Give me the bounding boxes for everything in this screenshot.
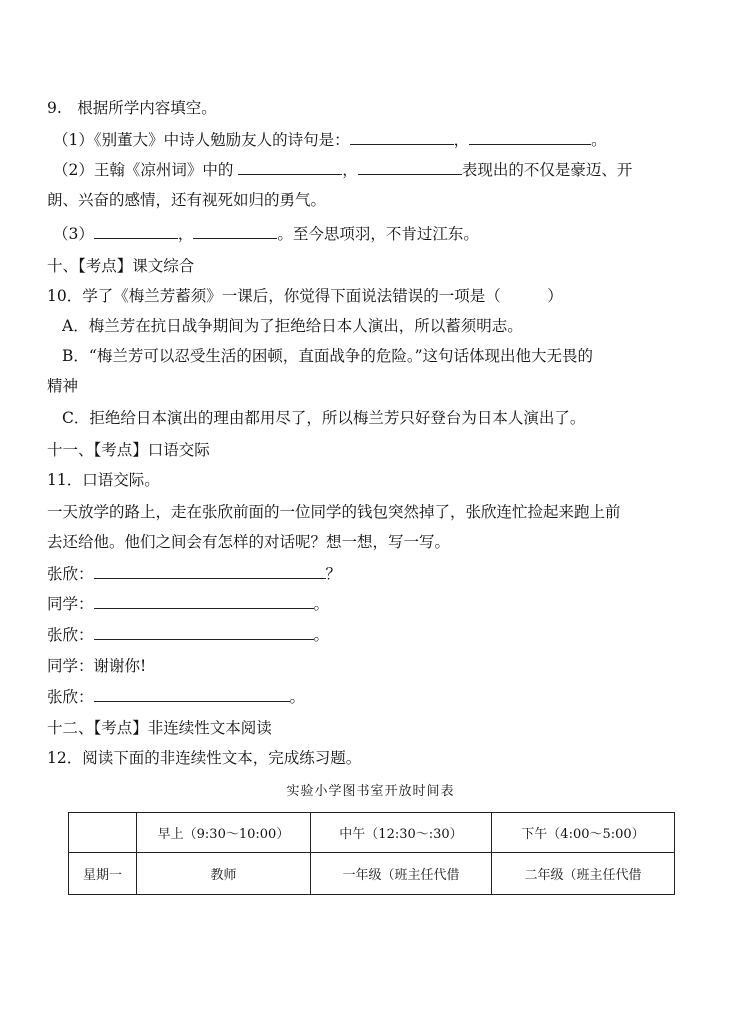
q9-part3-blank-1[interactable] — [94, 224, 178, 239]
q9-part3-end: 。至今思项羽，不肯过江东。 — [277, 225, 479, 243]
q10-option-c[interactable]: C．拒绝给日本演出的理由都用尽了，所以梅兰芳只好登台为日本人演出了。 — [62, 409, 586, 427]
q10-option-a[interactable]: A．梅兰芳在抗日战争期间为了拒绝给日本人演出，所以蓄须明志。 — [62, 317, 523, 335]
dialogue-blank-1[interactable] — [94, 564, 326, 579]
dialogue-end: 。 — [289, 688, 306, 706]
q9-part1-sep: ， — [453, 131, 470, 149]
q10-option-b[interactable]: B．“梅兰芳可以忍受生活的困顿，直面战争的危险。”这句话体现出他大无畏的 — [62, 347, 593, 365]
q9-part3-text: （3） — [53, 225, 94, 243]
q9-part3 — [53, 224, 479, 244]
dialogue-line-2 — [47, 594, 329, 614]
table-header-cell: 中午（12:30～:30） — [311, 813, 492, 853]
dialogue-blank-3[interactable] — [94, 625, 314, 640]
q9-part2 — [53, 160, 632, 180]
table-header-cell: 下午（4:00～5:00） — [492, 813, 675, 853]
q9-part2-cont: 朗、兴奋的感情，还有视死如归的勇气。 — [47, 191, 327, 209]
table-cell: 星期一 — [69, 853, 137, 895]
speaker-label: 张欣： — [47, 565, 94, 583]
q10-stem: 10．学了《梅兰芳蓄须》一课后，你觉得下面说法错误的一项是（ ） — [47, 287, 563, 305]
schedule-table — [68, 812, 675, 895]
dialogue-line-1 — [47, 564, 341, 584]
speaker-label: 张欣： — [47, 626, 94, 644]
q11-desc-1: 一天放学的路上，走在张欣前面的一位同学的钱包突然掉了，张欣连忙捡起来跑上前 — [47, 503, 621, 521]
q9-part1 — [53, 130, 607, 150]
table-caption: 实验小学图书室开放时间表 — [286, 784, 455, 799]
dialogue-line-4: 同学：谢谢你! — [47, 657, 147, 675]
q9-part1-blank-1[interactable] — [350, 130, 454, 145]
q9-part1-end: 。 — [591, 131, 607, 149]
q9-part2-sep: ， — [342, 161, 358, 179]
dialogue-end: 。 — [313, 626, 330, 644]
q9-part1-blank-2[interactable] — [469, 130, 591, 145]
speaker-label: 张欣： — [47, 688, 94, 706]
table-header-row — [69, 813, 675, 853]
q9-part3-sep: ， — [177, 225, 194, 243]
q11-desc-2: 去还给他。他们之间会有怎样的对话呢？想一想，写一写。 — [47, 533, 451, 551]
q9-part2-text: （2）王翰《凉州词》中的 — [53, 161, 239, 179]
table-header-cell — [69, 813, 137, 853]
q9-part2-blank-2[interactable] — [358, 160, 462, 175]
section-10-heading: 十、【考点】课文综合 — [47, 257, 195, 275]
q10-option-b-cont: 精神 — [47, 377, 79, 395]
dialogue-end: 。 — [313, 595, 330, 613]
q9-part2-text-b: 表现出的不仅是豪迈、开 — [461, 161, 633, 179]
q12-title: 12．阅读下面的非连续性文本，完成练习题。 — [47, 749, 362, 767]
dialogue-blank-2[interactable] — [94, 594, 314, 609]
table-cell: 一年级（班主任代借 — [311, 853, 492, 895]
section-11-heading: 十一、【考点】口语交际 — [47, 441, 210, 459]
section-12-heading: 十二、【考点】非连续性文本阅读 — [47, 719, 272, 737]
q9-part1-text: （1）《别董大》中诗人勉励友人的诗句是： — [53, 131, 350, 149]
dialogue-line-3 — [47, 625, 329, 645]
q9-title: 9. 根据所学内容填空。 — [47, 99, 217, 117]
table-cell: 二年级（班主任代借 — [492, 853, 675, 895]
table-header-cell: 早上（9:30～10:00） — [137, 813, 311, 853]
table-row — [69, 853, 675, 895]
q9-part2-blank-1[interactable] — [238, 160, 342, 175]
table-cell: 教师 — [137, 853, 311, 895]
dialogue-blank-5[interactable] — [94, 687, 290, 702]
dialogue-line-5 — [47, 687, 305, 707]
q11-title: 11．口语交际。 — [47, 471, 160, 489]
dialogue-end: ？ — [325, 565, 342, 583]
speaker-label: 同学： — [47, 595, 94, 613]
q9-part3-blank-2[interactable] — [193, 224, 277, 239]
